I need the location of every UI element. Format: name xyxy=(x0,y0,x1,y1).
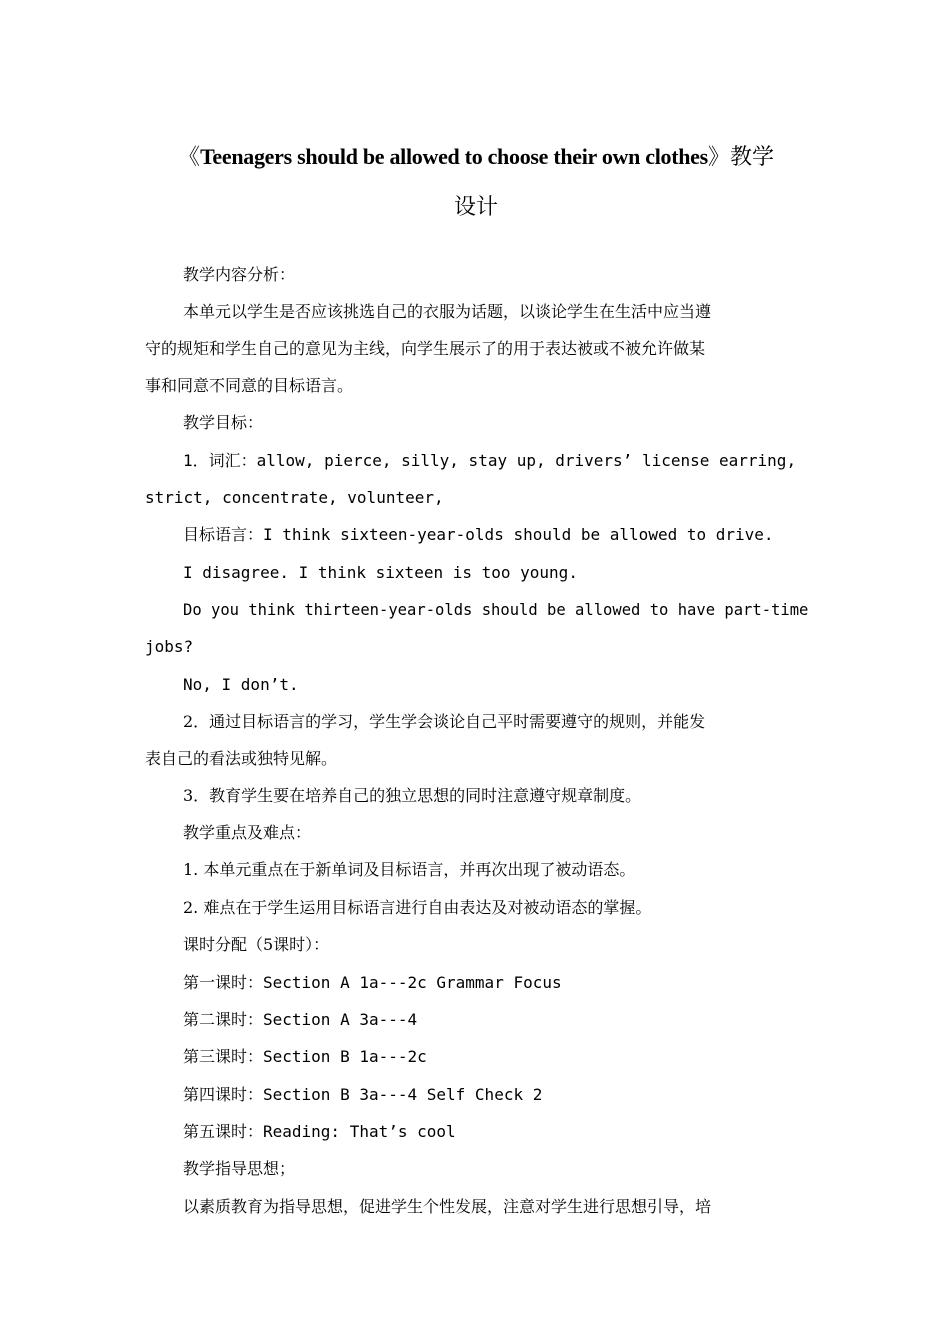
goal-item: 2．通过目标语言的学习，学生学会谈论自己平时需要遵守的规则，并能发 xyxy=(183,712,706,731)
paragraph-line: 本单元以学生是否应该挑选自己的衣服为话题，以谈论学生在生活中应当遵 xyxy=(183,302,712,321)
target-language-line: 目标语言：I think sixteen-year-olds should be allowed to drive. xyxy=(183,525,774,544)
lesson-item: 第三课时：Section B 1a---2c xyxy=(183,1047,427,1066)
key-point-item: 2. 难点在于学生运用目标语言进行自由表达及对被动语态的掌握。 xyxy=(183,898,652,917)
document-title-line2: 设计 xyxy=(453,195,498,220)
goal-item: 表自己的看法或独特见解。 xyxy=(145,749,338,768)
title-close-bracket: 》 xyxy=(707,145,730,170)
vocab-line: strict, concentrate, volunteer, xyxy=(145,488,444,507)
key-point-item: 1. 本单元重点在于新单词及目标语言，并再次出现了被动语态。 xyxy=(183,860,636,879)
lesson-item: 第二课时：Section A 3a---4 xyxy=(183,1010,418,1029)
target-language-line: jobs? xyxy=(145,637,194,656)
vocab-line: 1．词汇：allow, pierce, silly, stay up, drivers’ license earring, xyxy=(183,451,797,470)
heading-teaching-goals: 教学目标： xyxy=(183,413,264,432)
heading-key-points: 教学重点及难点： xyxy=(183,823,312,842)
paragraph-line: 守的规矩和学生自己的意见为主线，向学生展示了的用于表达被或不被允许做某 xyxy=(145,339,706,358)
lesson-item: 第一课时：Section A 1a---2c Grammar Focus xyxy=(183,973,562,992)
title-english: Teenagers should be allowed to choose their own clothes xyxy=(200,144,708,169)
lesson-item: 第四课时：Section B 3a---4 Self Check 2 xyxy=(183,1085,543,1104)
title-open-bracket: 《 xyxy=(178,145,201,170)
paragraph-line: 事和同意不同意的目标语言。 xyxy=(145,376,354,395)
title-suffix: 教学 xyxy=(729,145,774,170)
paragraph-line: 以素质教育为指导思想，促进学生个性发展，注意对学生进行思想引导，培 xyxy=(183,1197,712,1216)
goal-item: 3．教育学生要在培养自己的独立思想的同时注意遵守规章制度。 xyxy=(183,786,642,805)
target-language-line: No, I don’t. xyxy=(183,675,299,694)
target-language-line: I disagree. I think sixteen is too young. xyxy=(183,563,578,582)
target-language-line: Do you think thirteen-year-olds should be allowed to have part-time xyxy=(183,600,809,619)
heading-content-analysis: 教学内容分析： xyxy=(183,265,296,284)
lesson-item: 第五课时：Reading: That’s cool xyxy=(183,1122,456,1141)
heading-guiding-idea: 教学指导思想； xyxy=(183,1159,296,1178)
heading-lesson-allocation: 课时分配（5课时）： xyxy=(183,935,330,954)
document-title xyxy=(145,140,807,171)
